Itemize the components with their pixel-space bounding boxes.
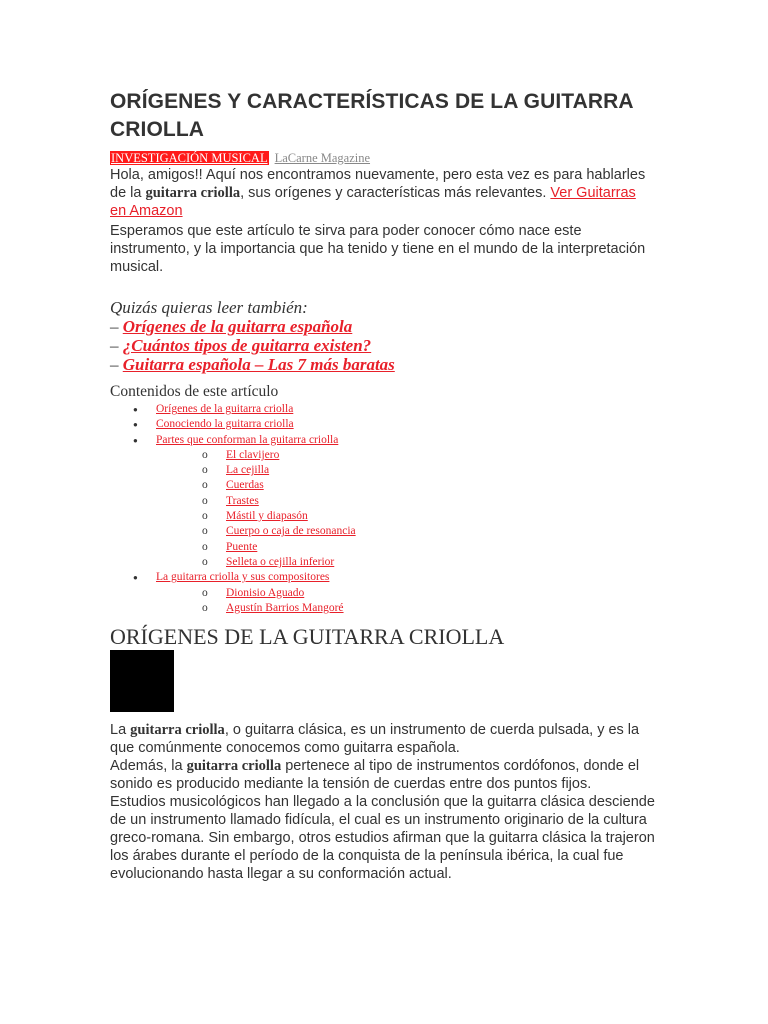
text: La (110, 722, 131, 738)
toc-link[interactable]: Agustín Barrios Mangoré (226, 601, 344, 614)
toc-link[interactable]: Trastes (226, 494, 259, 507)
toc-heading: Contenidos de este artículo (110, 383, 279, 400)
see-also-row (110, 317, 395, 336)
article-image (110, 650, 174, 712)
circle-bullet-icon: o (202, 479, 208, 492)
circle-bullet-icon: o (202, 494, 208, 507)
toc-link[interactable]: La cejilla (226, 464, 270, 477)
circle-bullet-icon: o (202, 464, 208, 477)
toc-item (110, 494, 356, 509)
circle-bullet-icon: o (202, 540, 208, 553)
circle-bullet-icon: o (202, 525, 208, 538)
toc-item (110, 463, 356, 478)
toc-link[interactable]: Cuerpo o caja de resonancia (226, 525, 356, 538)
toc-item (110, 586, 356, 601)
section-paragraph (110, 721, 655, 757)
toc-item (110, 402, 356, 417)
toc-link[interactable]: Mástil y diapasón (226, 510, 308, 523)
bullet-icon: ● (133, 405, 138, 414)
circle-bullet-icon: o (202, 601, 208, 614)
dash: – (110, 355, 119, 374)
amazon-link[interactable]: Ver Guitarras en Amazon (110, 185, 636, 219)
section-heading: ORÍGENES DE LA GUITARRA CRIOLLA (110, 624, 505, 649)
text: pertenece al tipo de instrumentos cordófonos, donde el sonido es producido mediante la tensión de cuerdas entre dos puntos fijos. (110, 758, 640, 792)
toc-link[interactable]: Dionisio Aguado (226, 586, 305, 599)
section-paragraph (110, 757, 655, 793)
bullet-icon: ● (133, 435, 138, 445)
circle-bullet-icon: o (202, 586, 208, 599)
category-tag-link[interactable]: INVESTIGACIÓN MUSICAL (111, 151, 268, 165)
toc-item (110, 478, 356, 493)
intro-paragraph-2: Esperamos que este artículo te sirva para poder conocer cómo nace este instrumento, y la importancia que ha tenido y tiene en el mundo de la interpretación musical. (110, 223, 646, 275)
dash: – (110, 336, 119, 355)
circle-bullet-icon: o (202, 510, 208, 523)
intro-paragraph-1 (110, 166, 655, 220)
see-also (110, 298, 395, 374)
intro-text-b: , sus orígenes y características más relevantes. (240, 185, 551, 201)
bullet-icon: ● (133, 573, 138, 583)
article-title: ORÍGENES Y CARACTERÍSTICAS DE LA GUITARRA CRIOLLA (110, 90, 633, 141)
toc-link[interactable]: Conociendo la guitarra criolla (156, 418, 294, 431)
toc-link[interactable]: El clavijero (226, 448, 280, 461)
dash: – (110, 317, 119, 336)
toc-item (110, 601, 356, 616)
section-paragraph: Estudios musicológicos han llegado a la conclusión que la guitarra clásica desciende de un instrumento llamado fidícula, el cual es un instrumento originario de la cultura greco-romana. Sin embargo, otros estudios afirman que la guitarra clásica la trajeron los árabes durante el período de la conquista de la península ibérica, la cual fue evolucionando hasta llegar a su conformación actual. (110, 794, 655, 882)
author-link[interactable]: LaCarne Magazine (274, 151, 371, 165)
see-also-row (110, 336, 395, 355)
see-also-row (110, 355, 395, 374)
see-also-link[interactable]: Guitarra española – Las 7 más baratas (122, 355, 395, 374)
bold-term: guitarra criolla (186, 758, 282, 774)
toc-item (110, 448, 356, 463)
see-also-heading: Quizás quieras leer también: (110, 298, 308, 317)
toc-link[interactable]: Cuerdas (226, 479, 264, 492)
intro-bold-term: guitarra criolla (145, 185, 241, 201)
table-of-contents (110, 402, 356, 616)
toc-item (110, 417, 356, 432)
toc-item (110, 570, 356, 585)
text: Además, la (110, 758, 187, 774)
text: , o guitarra clásica, es un instrumento de cuerda pulsada, y es la que comúnmente conocemos como guitarra española. (110, 722, 640, 756)
toc-link[interactable]: La guitarra criolla y sus compositores (156, 571, 330, 584)
toc-item (110, 555, 356, 570)
bullet-icon: ● (133, 420, 138, 430)
see-also-link[interactable]: Orígenes de la guitarra española (122, 317, 353, 336)
toc-item (110, 540, 356, 555)
section-body (110, 721, 655, 883)
toc-item (110, 524, 356, 539)
bold-term: guitarra criolla (130, 722, 225, 738)
toc-link[interactable]: Puente (226, 540, 258, 553)
intro-text-a: Hola, amigos!! Aquí nos encontramos nuevamente, pero esta vez es para hablarles de la (110, 167, 646, 201)
toc-item (110, 509, 356, 524)
circle-bullet-icon: o (202, 555, 208, 568)
circle-bullet-icon: o (202, 448, 208, 461)
toc-link[interactable]: Partes que conforman la guitarra criolla (156, 433, 339, 446)
article-meta (110, 150, 370, 166)
toc-item (110, 433, 356, 448)
toc-link[interactable]: Selleta o cejilla inferior (226, 555, 335, 568)
see-also-link[interactable]: ¿Cuántos tipos de guitarra existen? (122, 336, 372, 355)
toc-link[interactable]: Orígenes de la guitarra criolla (156, 403, 294, 415)
